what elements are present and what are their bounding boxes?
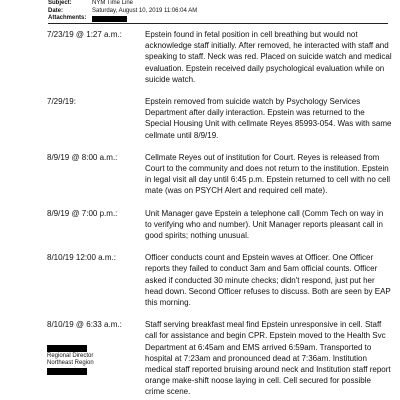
entry-text: Staff serving breakfast meal find Epstein unresponsive in cell. Staff call for assistance and begin CPR. Epstein moved to the Health Svc Department at 6:45am and EMS arrived 6:59am. Transported to hospital at 7:23am and pronounced dead at 7:36am. Institution medical staff reported bruising around neck and Institution staff report orange make-shift noose laying in cell. Cell secured for possible crime scene. xyxy=(145,320,391,397)
contact-redaction xyxy=(47,368,87,375)
date-value: Saturday, August 10, 2019 11:06:04 AM xyxy=(92,7,198,14)
timeline-entry xyxy=(47,96,392,141)
header-divider xyxy=(48,23,388,24)
entry-date: 8/10/19 12:00 a.m.: xyxy=(47,253,116,263)
entry-date: 8/9/19 @ 7:00 p.m.: xyxy=(47,208,118,218)
timeline-entry xyxy=(47,252,392,308)
attachments-row xyxy=(48,15,388,23)
timeline-entry xyxy=(47,319,392,397)
subject-value: NYM Time Line xyxy=(92,0,134,7)
entry-text: Epstein removed from suicide watch by Psychology Services Department after daily interaction. Epstein was returned to the Special Housing Unit with cellmate Reyes 85993-054. Was with same cellmate until 8/9/19. xyxy=(145,97,392,140)
timeline-entry xyxy=(47,29,392,85)
name-redaction xyxy=(47,345,87,352)
entry-date: 7/23/19 @ 1:27 a.m.: xyxy=(47,30,122,39)
entry-date: 8/10/19 @ 6:33 a.m.: xyxy=(47,320,122,330)
signature-region: Northeast Region xyxy=(47,360,94,366)
entry-date: 7/29/19: xyxy=(47,97,76,107)
subject-row xyxy=(48,0,388,8)
timeline xyxy=(47,29,392,398)
attachments-label: Attachments: xyxy=(48,15,87,22)
timeline-entry xyxy=(47,208,392,242)
date-label: Date: xyxy=(48,7,64,14)
attachments-redaction xyxy=(92,16,127,22)
subject-label: Subject: xyxy=(48,0,72,7)
date-row xyxy=(48,8,388,16)
entry-date: 8/9/19 @ 8:00 a.m.: xyxy=(47,152,118,162)
entry-text: Unit Manager gave Epstein a telephone call (Comm Tech on way in to verifying who and number). Unit Manager reports pleasant call in good spirits; nothing unusual. xyxy=(145,208,384,241)
entry-text: Officer conducts count and Epstein waves at Officer. One Officer reports they failed to conduct 3am and 5am official counts. Officer asked if conducted 30 minute checks; didn't respond, just put her head down. Second Officer refuses to discuss. Both are seen by EAP this morning. xyxy=(145,253,391,308)
signature-title: Regional Director xyxy=(47,353,94,359)
signature-block xyxy=(47,345,94,376)
entry-text: Cellmate Reyes out of institution for Court. Reyes is released from Court to the community and does not return to the institution. Epstein in legal visit all day until 6:45 p.m. Epstein returned to cell with no cell mate (was on PSYCH Alert and required cell mate). xyxy=(145,152,391,196)
email-header xyxy=(48,0,388,23)
timeline-entry xyxy=(47,152,392,197)
entry-text: Epstein found in fetal position in cell breathing but would not acknowledge staff initially. After removed, he interacted with staff and speaking to staff. Neck was red. Placed on suicide watch and medical evaluation. Epstein received daily psychological evaluation while on suicide watch. xyxy=(145,30,392,84)
